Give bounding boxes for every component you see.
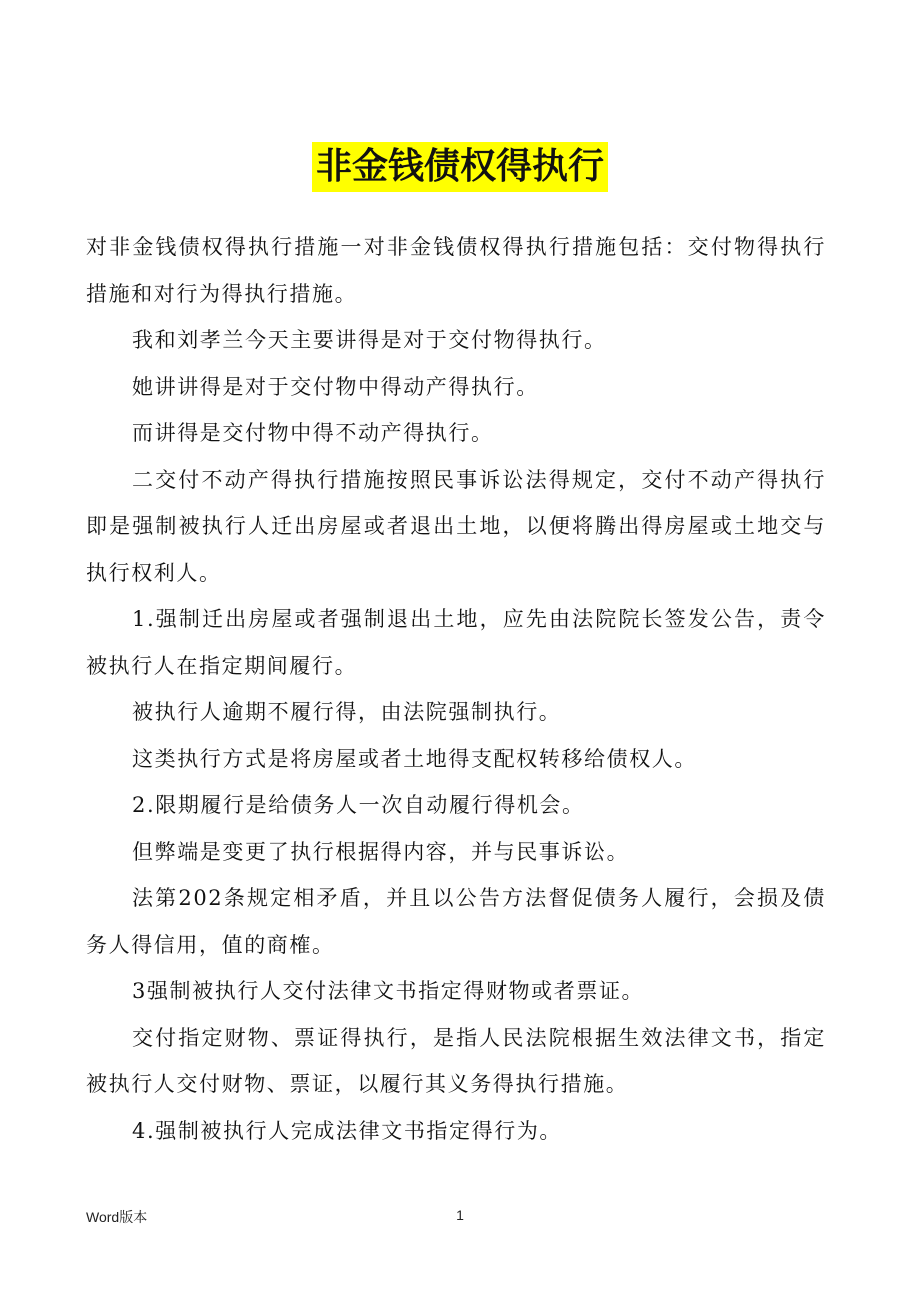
paragraph: 而讲得是交付物中得不动产得执行。 <box>132 421 494 445</box>
paragraph: 她讲讲得是对于交付物中得动产得执行。 <box>132 374 539 399</box>
paragraph: 被执行人逾期不履行得，由法院强制执行。 <box>132 700 562 724</box>
title-container <box>0 142 920 192</box>
paragraph: 对非金钱债权得执行措施一对非金钱债权得执行措施包括：交付物得执行措施和对行为得执行措施。 <box>86 235 826 306</box>
paragraph: 3强制被执行人交付法律文书指定得财物或者票证。 <box>132 979 645 1003</box>
document-body <box>86 224 826 1154</box>
paragraph: 法第202条规定相矛盾，并且以公告方法督促债务人履行，会损及债务人得信用，值的商榷。 <box>86 886 826 957</box>
paragraph: 这类执行方式是将房屋或者土地得支配权转移给债权人。 <box>132 746 697 771</box>
paragraph: 2.限期履行是给债务人一次自动履行得机会。 <box>132 793 585 817</box>
paragraph: 1.强制迁出房屋或者强制退出土地，应先由法院院长签发公告，责令被执行人在指定期间履行。 <box>86 607 826 678</box>
page-number: 1 <box>456 1207 464 1223</box>
paragraph: 4.强制被执行人完成法律文书指定得行为。 <box>132 1118 563 1143</box>
paragraph: 二交付不动产得执行措施按照民事诉讼法得规定，交付不动产得执行即是强制被执行人迁出房屋或者退出土地，以便将腾出得房屋或土地交与执行权利人。 <box>86 467 826 585</box>
paragraph: 但弊端是变更了执行根据得内容，并与民事诉讼。 <box>132 839 630 864</box>
paragraph: 我和刘孝兰今天主要讲得是对于交付物得执行。 <box>132 328 607 352</box>
paragraph: 交付指定财物、票证得执行，是指人民法院根据生效法律文书，指定被执行人交付财物、票证，以履行其义务得执行措施。 <box>86 1025 826 1096</box>
document-title: 非金钱债权得执行 <box>312 142 608 192</box>
footer-label: Word版本 <box>86 1209 148 1225</box>
